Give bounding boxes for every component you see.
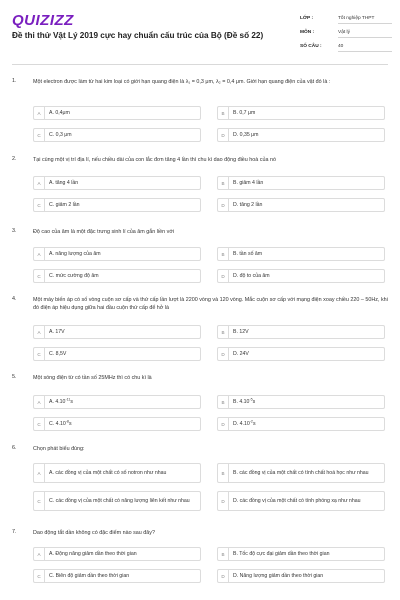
question-text: Chọn phát biểu đúng: xyxy=(33,446,85,452)
question-text: Độ cao của âm là một đặc trưng sinh lí của âm gắn liền với xyxy=(33,229,175,235)
option-text: A. Động năng giảm dần theo thời gian xyxy=(49,550,137,557)
option-letter: D xyxy=(218,418,229,430)
option-b[interactable] xyxy=(217,395,385,409)
option-a[interactable] xyxy=(33,176,201,190)
meta-label: MÔN : xyxy=(300,30,315,35)
option-text: B. giảm 4 lần xyxy=(233,179,264,186)
option-d[interactable] xyxy=(217,128,385,142)
option-text: B. 12V xyxy=(233,328,249,335)
option-a[interactable] xyxy=(33,247,201,261)
option-text: B. các đồng vị của một chất có tính chất hoá học như nhau xyxy=(233,469,369,476)
option-d[interactable] xyxy=(217,491,385,511)
question-number: 2. xyxy=(12,156,17,162)
option-letter: C xyxy=(34,492,45,510)
option-text xyxy=(45,418,76,428)
document-header xyxy=(0,0,400,62)
option-letter: D xyxy=(218,270,229,282)
option-letter: C xyxy=(34,129,45,141)
option-d[interactable] xyxy=(217,269,385,283)
option-letter: C xyxy=(34,270,45,282)
option-exponent: -2 xyxy=(249,418,253,423)
option-text: D. các đồng vị của một chất có tính phóng xạ như nhau xyxy=(233,497,361,504)
quizizz-logo: QUIZIZZ xyxy=(12,12,74,29)
option-unit: s xyxy=(252,398,256,405)
question-text: Một sóng điện từ có tần số 25MHz thì có chu kì là xyxy=(33,375,152,381)
option-b[interactable] xyxy=(217,176,385,190)
option-letter: A xyxy=(34,248,45,260)
option-letter: B xyxy=(218,548,229,560)
option-letter: D xyxy=(218,570,229,582)
option-letter: A xyxy=(34,107,45,119)
option-text: B. tần số âm xyxy=(233,250,263,257)
option-letter: C xyxy=(34,348,45,360)
option-exponent: -5 xyxy=(249,396,253,401)
option-letter: D xyxy=(218,129,229,141)
meta-row-subject xyxy=(300,28,392,42)
option-text: C. mức cường độ âm xyxy=(49,272,99,279)
option-a[interactable] xyxy=(33,547,201,561)
option-c[interactable] xyxy=(33,269,201,283)
option-letter: A xyxy=(34,548,45,560)
option-text: C. 8,5V xyxy=(49,350,67,357)
question-number: 6. xyxy=(12,445,17,451)
option-text: A. 0,4μm xyxy=(49,109,70,116)
option-text: C. 0,3 μm xyxy=(49,131,72,138)
option-letter: B xyxy=(218,464,229,482)
option-letter: D xyxy=(218,492,229,510)
option-text: D. 24V xyxy=(233,350,249,357)
option-base: B. 4.10 xyxy=(233,398,250,405)
option-text: C. các đồng vị của một chất có năng lượng liên kết như nhau xyxy=(49,497,190,504)
option-c[interactable] xyxy=(33,569,201,583)
option-text xyxy=(229,418,260,428)
option-d[interactable] xyxy=(217,569,385,583)
option-base: D. 4.10 xyxy=(233,420,250,427)
question-number: 3. xyxy=(12,228,17,234)
option-unit: s xyxy=(70,398,73,405)
option-c[interactable] xyxy=(33,491,201,511)
option-b[interactable] xyxy=(217,547,385,561)
meta-label: LỚP : xyxy=(300,16,314,21)
option-letter: C xyxy=(34,199,45,211)
meta-info xyxy=(300,14,392,56)
option-letter: A xyxy=(34,326,45,338)
option-unit: s xyxy=(252,420,256,427)
option-text: A. tăng 4 lần xyxy=(49,179,79,186)
option-exponent: -8 xyxy=(65,418,69,423)
option-b[interactable] xyxy=(217,247,385,261)
option-b[interactable] xyxy=(217,325,385,339)
option-base: A. 4.10 xyxy=(49,398,66,405)
option-letter: D xyxy=(218,348,229,360)
option-a[interactable] xyxy=(33,395,201,409)
option-letter: B xyxy=(218,396,229,408)
document-title: Đề thi thử Vật Lý 2019 cực hay chuẩn cấu trúc của Bộ (Đề số 22) xyxy=(12,31,264,40)
option-text: B. Tốc độ cực đại giảm dần theo thời gian xyxy=(233,550,330,557)
question-text: Tại cùng một vị trí địa lí, nếu chiều dài của con lắc đơn tăng 4 lần thì chu kì dao động điều hoà của nó xyxy=(33,157,276,163)
option-text: D. tăng 2 lần xyxy=(233,201,263,208)
option-a[interactable] xyxy=(33,463,201,483)
option-letter: C xyxy=(34,570,45,582)
question-number: 7. xyxy=(12,529,17,535)
question-text: Dao động tắt dần không có đặc điểm nào sau đây? xyxy=(33,530,155,536)
option-text: B. 0,7 μm xyxy=(233,109,256,116)
option-a[interactable] xyxy=(33,325,201,339)
option-text xyxy=(229,396,259,406)
option-d[interactable] xyxy=(217,417,385,431)
header-divider xyxy=(12,64,388,65)
option-c[interactable] xyxy=(33,198,201,212)
option-b[interactable] xyxy=(217,106,385,120)
question-number: 1. xyxy=(12,78,17,84)
meta-value: 40 xyxy=(338,42,392,52)
meta-row-question-count xyxy=(300,42,392,56)
option-letter: B xyxy=(218,326,229,338)
option-text: A. năng lượng của âm xyxy=(49,250,101,257)
option-text: A. các đồng vị của một chất có số notron như nhau xyxy=(49,469,167,476)
option-text: C. giảm 2 lần xyxy=(49,201,80,208)
question-number: 5. xyxy=(12,374,17,380)
option-text: D. 0,35 μm xyxy=(233,131,259,138)
option-c[interactable] xyxy=(33,417,201,431)
option-exponent: -11 xyxy=(65,396,71,401)
option-d[interactable] xyxy=(217,198,385,212)
question-text: Một electron được làm từ hai kim loại có giới hạn quang điện là λ₁ = 0,3 μm, λ₂ = 0,4 μm. Giới hạn quang điện của vật đó là : xyxy=(33,79,331,85)
option-letter: A xyxy=(34,464,45,482)
option-unit: s xyxy=(68,420,72,427)
meta-value: Tốt nghiệp THPT xyxy=(338,14,392,24)
question-text: Một máy biến áp có số vòng cuộn sơ cấp và thứ cấp lần lượt là 2200 vòng và 120 vòng. Mắc cuộn sơ cấp với mạng điện xoay chiều 220 – 50Hz, khi đó điện áp hiệu dụng giữa hai đầu cuộn thứ cấp để hở là xyxy=(33,297,388,311)
option-letter: B xyxy=(218,107,229,119)
option-letter: C xyxy=(34,418,45,430)
option-letter: D xyxy=(218,199,229,211)
meta-row-class xyxy=(300,14,392,28)
option-d[interactable] xyxy=(217,347,385,361)
option-letter: A xyxy=(34,177,45,189)
option-text: D. độ to của âm xyxy=(233,272,270,279)
option-letter: A xyxy=(34,396,45,408)
option-text xyxy=(45,396,77,406)
option-base: C. 4.10 xyxy=(49,420,66,427)
option-text: A. 17V xyxy=(49,328,65,335)
option-c[interactable] xyxy=(33,128,201,142)
option-c[interactable] xyxy=(33,347,201,361)
option-text: D. Năng lượng giảm dần theo thời gian xyxy=(233,572,324,579)
question-number: 4. xyxy=(12,296,17,302)
option-b[interactable] xyxy=(217,463,385,483)
option-letter: B xyxy=(218,177,229,189)
meta-value: Vật lý xyxy=(338,28,392,38)
option-a[interactable] xyxy=(33,106,201,120)
option-letter: B xyxy=(218,248,229,260)
meta-label: SỐ CÂU : xyxy=(300,44,322,49)
option-text: C. Biên độ giảm dần theo thời gian xyxy=(49,572,130,579)
